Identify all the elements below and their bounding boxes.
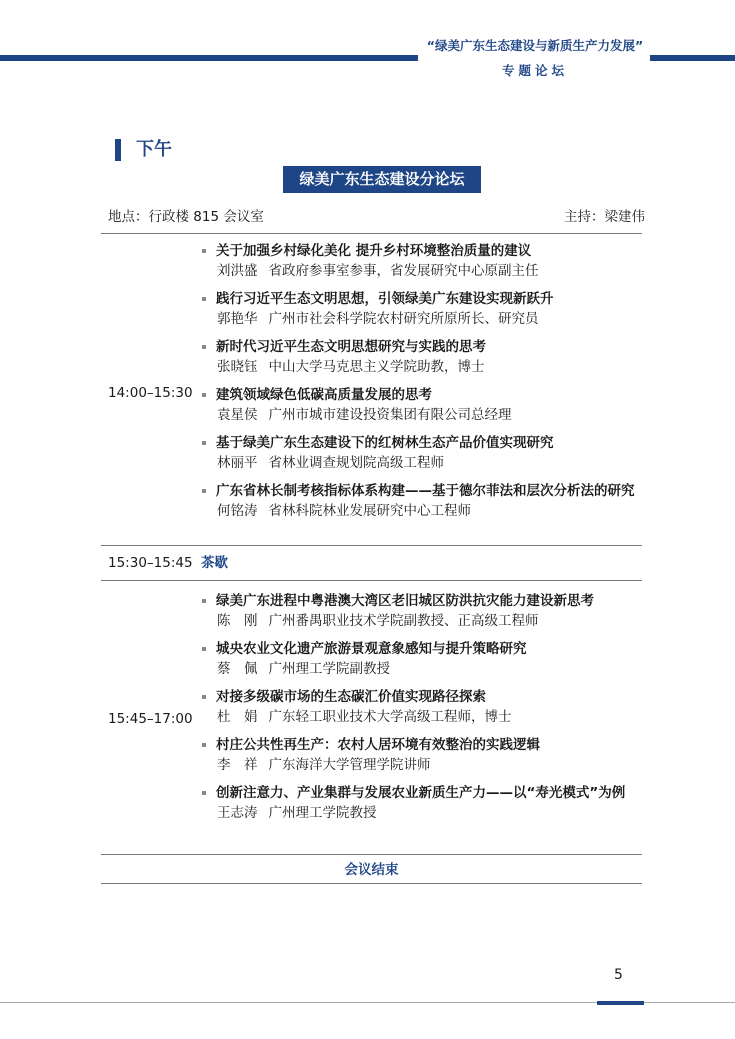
talk-item	[200, 242, 645, 280]
bullet-icon	[202, 393, 206, 397]
bullet-icon	[202, 599, 206, 603]
talk-title: 城央农业文化遗产旅游景观意象感知与提升策略研究	[216, 641, 527, 657]
talk-title: 建筑领域绿色低碳高质量发展的思考	[216, 387, 432, 403]
forum-title: 绿美广东生态建设分论坛	[283, 166, 481, 193]
header-subtitle: 专题论坛	[501, 63, 568, 78]
talk-item	[200, 736, 645, 774]
talk-item	[200, 386, 645, 424]
bullet-icon	[202, 695, 206, 699]
divider	[101, 883, 642, 884]
session-time: 15:45–17:00	[108, 711, 193, 727]
speaker-role: 广州理工学院教授	[268, 805, 377, 821]
talk-title: 村庄公共性再生产：农村人居环境有效整治的实践逻辑	[216, 737, 540, 753]
talk-item	[200, 482, 645, 520]
divider	[101, 233, 642, 234]
talk-title: 绿美广东进程中粤港澳大湾区老旧城区防洪抗灾能力建设新思考	[216, 593, 594, 609]
speaker-name: 郭艳华	[217, 311, 258, 327]
speaker-name: 杜 娟	[217, 709, 258, 725]
speaker-role: 广东轻工职业技术大学高级工程师，博士	[268, 709, 512, 725]
bullet-icon	[202, 441, 206, 445]
talk-item	[200, 640, 645, 678]
speaker-role: 广州理工学院副教授	[268, 661, 390, 677]
header-title: “绿美广东生态建设与新质生产力发展”	[426, 38, 644, 53]
talk-item	[200, 592, 645, 630]
header-bar-left	[0, 55, 418, 61]
bullet-icon	[202, 345, 206, 349]
speaker-name: 林丽平	[217, 455, 258, 471]
bullet-icon	[202, 791, 206, 795]
forum-location: 地点：行政楼 815 会议室	[108, 209, 264, 225]
talk-item	[200, 338, 645, 376]
talk-title: 新时代习近平生态文明思想研究与实践的思考	[216, 339, 486, 355]
footer-bar	[597, 1001, 644, 1005]
talk-title: 关于加强乡村绿化美化 提升乡村环境整治质量的建议	[216, 243, 532, 259]
bullet-icon	[202, 249, 206, 253]
speaker-role: 省林业调查规划院高级工程师	[268, 455, 444, 471]
session-time: 14:00–15:30	[108, 385, 193, 401]
section-marker	[115, 139, 121, 161]
speaker-name: 何铭涛	[217, 503, 258, 519]
divider	[101, 545, 642, 546]
speaker-name: 蔡 佩	[217, 661, 258, 677]
speaker-role: 广州番禺职业技术学院副教授、正高级工程师	[268, 613, 539, 629]
session-time: 15:30–15:45	[108, 555, 193, 571]
closing-label: 会议结束	[344, 862, 399, 878]
talk-title: 对接多级碳市场的生态碳汇价值实现路径探索	[216, 689, 486, 705]
bullet-icon	[202, 489, 206, 493]
speaker-name: 陈 刚	[217, 613, 258, 629]
talk-item	[200, 434, 645, 472]
forum-host: 主持：梁建伟	[564, 209, 645, 225]
page-number: 5	[614, 967, 623, 983]
talk-item	[200, 688, 645, 726]
speaker-role: 广东海洋大学管理学院讲师	[268, 757, 431, 773]
bullet-icon	[202, 297, 206, 301]
divider	[101, 580, 642, 581]
bullet-icon	[202, 743, 206, 747]
speaker-name: 袁星侯	[217, 407, 258, 423]
divider	[101, 854, 642, 855]
talk-title: 创新注意力、产业集群与发展农业新质生产力——以“寿光模式”为例	[216, 785, 626, 801]
speaker-role: 省政府参事室参事，省发展研究中心原副主任	[268, 263, 539, 279]
talk-title: 践行习近平生态文明思想，引领绿美广东建设实现新跃升	[216, 291, 554, 307]
talk-item	[200, 784, 645, 822]
section-title: 下午	[136, 139, 172, 160]
speaker-name: 李 祥	[217, 757, 258, 773]
speaker-name: 王志涛	[217, 805, 258, 821]
speaker-name: 刘洪盛	[217, 263, 258, 279]
speaker-role: 中山大学马克思主义学院助教，博士	[268, 359, 485, 375]
speaker-name: 张晓钰	[217, 359, 258, 375]
speaker-role: 广州市城市建设投资集团有限公司总经理	[268, 407, 512, 423]
speaker-role: 省林科院林业发展研究中心工程师	[268, 503, 471, 519]
talk-title: 广东省林长制考核指标体系构建——基于德尔菲法和层次分析法的研究	[216, 483, 635, 499]
talk-item	[200, 290, 645, 328]
speaker-role: 广州市社会科学院农村研究所原所长、研究员	[268, 311, 539, 327]
tea-break-label: 茶歇	[201, 555, 228, 571]
bullet-icon	[202, 647, 206, 651]
talk-title: 基于绿美广东生态建设下的红树林生态产品价值实现研究	[216, 435, 554, 451]
